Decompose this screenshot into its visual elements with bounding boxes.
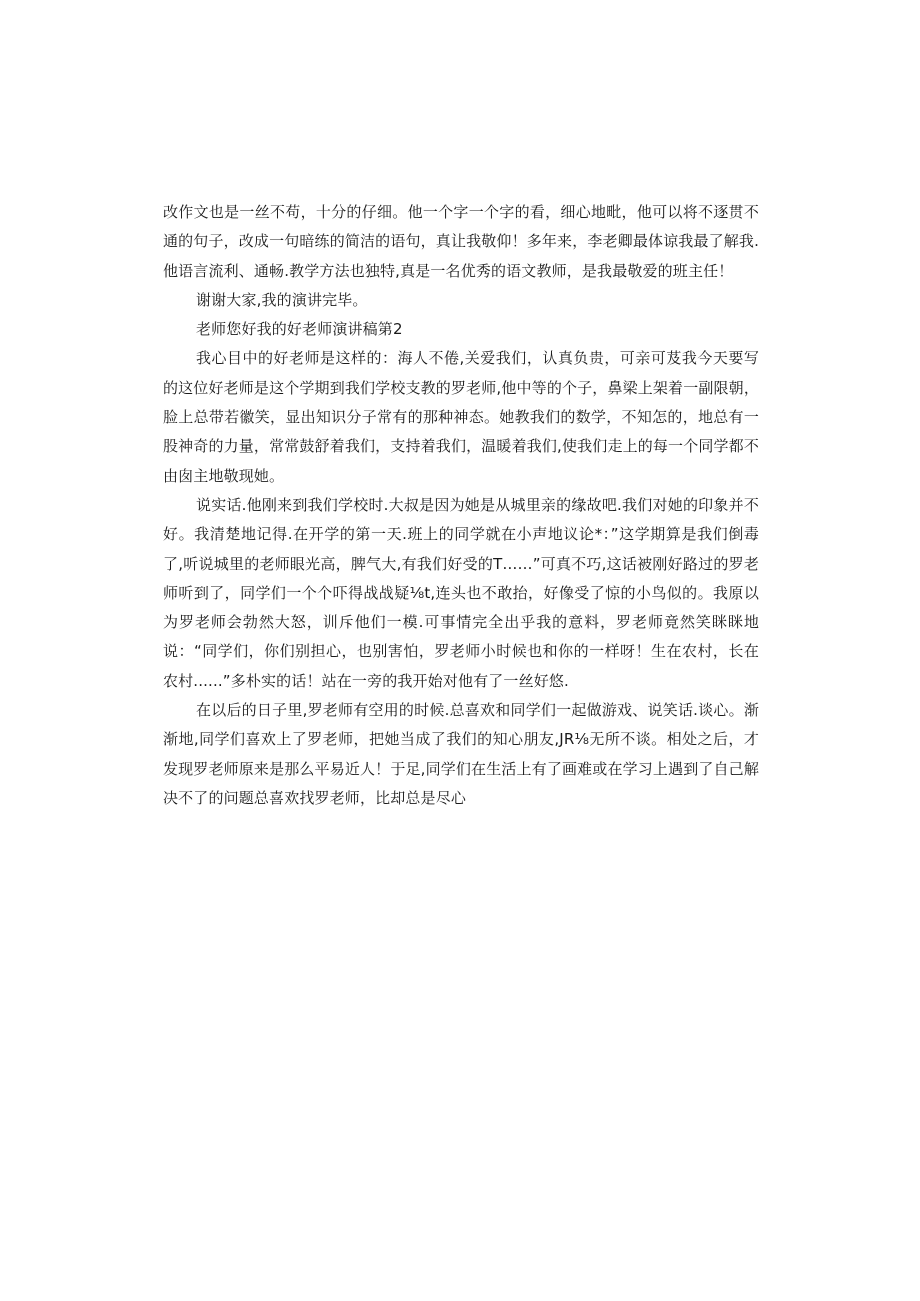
- paragraph-later: 在以后的日子里,罗老师有空用的时候.总喜欢和同学们一起做游戏、说笑话.谈心。渐渐地,同学们喜欢上了罗老师，把她当成了我们的知心朋友,JR⅛无所不谈。相处之后，才发现罗老师原来是那么平易近人！于足,同学们在生活上有了画难或在学习上遇到了自己解决不了的问题总喜欢找罗老师，比却总是尽心: [163, 701, 759, 807]
- paragraph-story: 说实话.他刚来到我们学校时.大叔是因为她是从城里亲的缘故吧.我们对她的印象并不好。我清楚地记得.在开学的第一天.班上的同学就在小声地议论*：”这学期算是我们倒毒了,听说城里的老师眼光高，脾气大,有我们好受的T……”可真不巧,这话被刚好路过的罗老师听到了，同学们一个个吓得战战疑⅛t,连头也不敢抬，好像受了惊的小鸟似的。我原以为罗老师会勃然大怒，训斥他们一模.可事情完全出乎我的意料，罗老师竟然笑眯眯地说：“同学们，你们别担心，也别害怕，罗老师小时候也和你的一样呀！生在农村，长在农村......”多朴实的话！站在一旁的我开始对他有了一丝好悠.: [163, 495, 759, 690]
- section-heading: 老师您好我的好老师演讲稿第2: [196, 320, 403, 339]
- document-body: [163, 198, 759, 813]
- paragraph-intro: 我心目中的好老师是这样的：海人不倦,关爱我们，认真负贵，可亲可芨我今天要写的这位好老师是这个学期到我们学校支教的罗老师,他中等的个子，鼻梁上架着一副限朝，脸上总带若徽笑，显出知识分子常有的那种神态。她教我们的数学，不知怎的，地总有一股神奇的力量，常常鼓舒着我们，支持着我们，温暖着我们,使我们走上的每一个同学都不由囱主地敬现她。: [163, 349, 759, 485]
- paragraph-continuation: 改作文也是一丝不苟，十分的仔细。他一个字一个字的看，细心地毗，他可以将不逐贯不通的句子，改成一句暗练的简洁的语句，真让我敬仰！多年来，李老卿最体谅我最了解我.他语言流利、通畅.教学方法也独特,真是一名优秀的语文教师，是我最敬爱的班主任！: [163, 203, 759, 280]
- paragraph-closing: 谢谢大家,我的演讲完毕。: [196, 290, 368, 309]
